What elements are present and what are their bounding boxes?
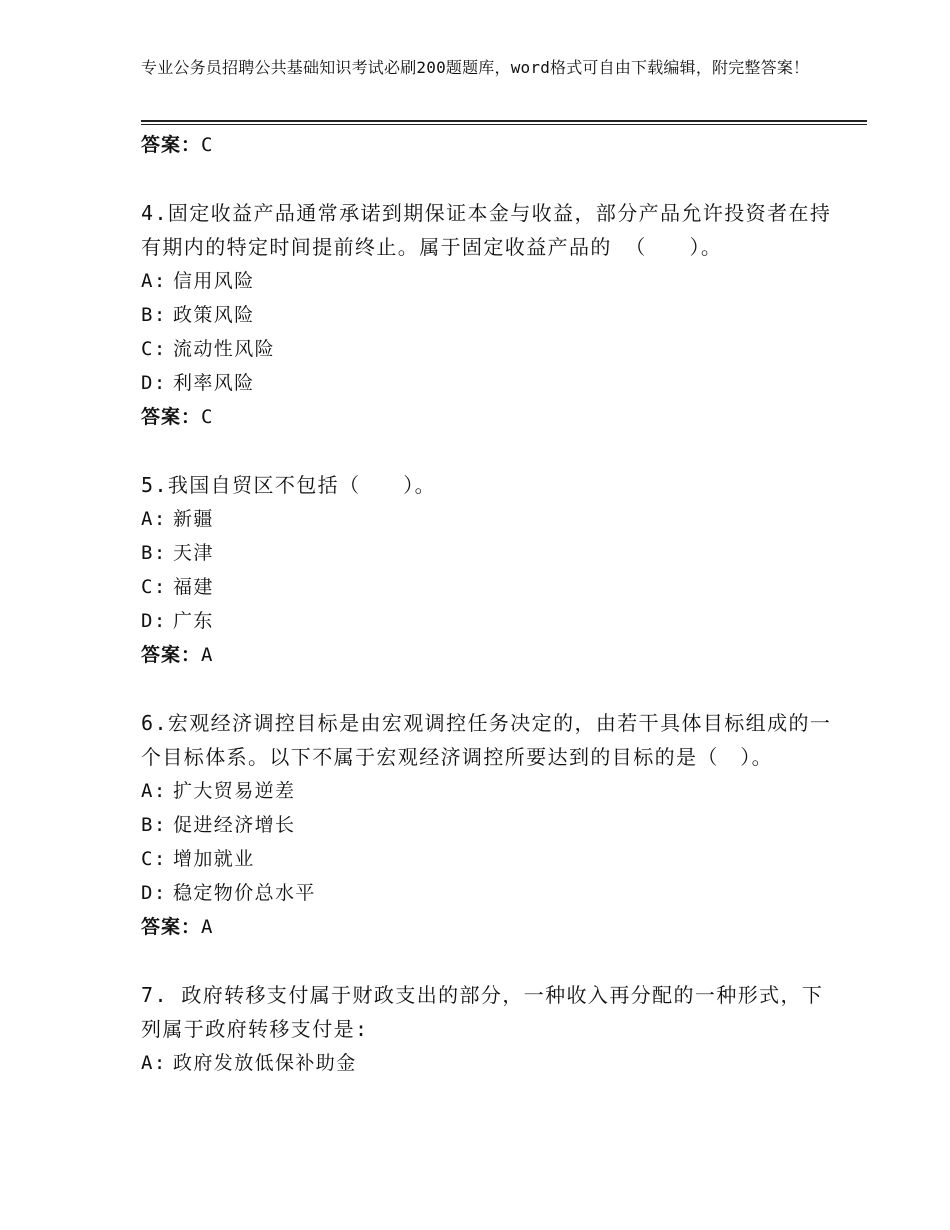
option-b [141,298,841,332]
option-b [141,808,841,842]
option-letter: B: [141,814,167,836]
question-4 [141,196,841,434]
page-header: 专业公务员招聘公共基础知识考试必刷200题题库，word格式可自由下载编辑，附完整答案！ [141,58,810,77]
option-letter: D: [141,372,167,394]
question-list [141,128,841,1080]
option-text: 天津 [173,542,214,564]
question-text: 6.宏观经济调控目标是由宏观调控任务决定的，由若干具体目标组成的一个目标体系。以下不属于宏观经济调控所要达到的目标的是（ ）。 [141,711,832,769]
question-7 [141,978,841,1080]
option-text: 广东 [173,610,214,632]
header-divider [141,120,867,122]
answer-label: 答案： [141,916,202,938]
option-a [141,774,841,808]
option-c [141,570,841,604]
option-d [141,876,841,910]
answer-label: 答案： [141,134,202,156]
option-text: 增加就业 [173,848,255,870]
option-text: 信用风险 [173,270,255,292]
option-letter: A: [141,780,167,802]
option-c [141,332,841,366]
option-a [141,502,841,536]
answer-value: A [201,916,214,938]
answer-line [141,128,841,162]
answer-value: A [201,644,214,666]
option-text: 政策风险 [173,304,255,326]
option-letter: C: [141,576,167,598]
option-text: 政府发放低保补助金 [173,1052,357,1074]
answer-value: C [201,134,214,156]
question-5 [141,468,841,672]
option-text: 流动性风险 [173,338,276,360]
answer-line [141,638,841,672]
answer-label: 答案： [141,644,202,666]
option-d [141,366,841,400]
option-letter: A: [141,508,167,530]
option-letter: A: [141,270,167,292]
option-letter: B: [141,304,167,326]
header-divider-thin [141,124,867,125]
option-a [141,264,841,298]
option-b [141,536,841,570]
option-letter: D: [141,610,167,632]
option-text: 福建 [173,576,214,598]
option-letter: D: [141,882,167,904]
answer-line [141,400,841,434]
option-letter: A: [141,1052,167,1074]
answer-label: 答案： [141,406,202,428]
option-letter: C: [141,338,167,360]
option-text: 利率风险 [173,372,255,394]
option-letter: B: [141,542,167,564]
option-letter: C: [141,848,167,870]
answer-line [141,910,841,944]
option-d [141,604,841,638]
option-text: 促进经济增长 [173,814,296,836]
question-text: 7. 政府转移支付属于财政支出的部分，一种收入再分配的一种形式，下列属于政府转移支付是: [141,983,824,1041]
question-text: 5.我国自贸区不包括（ ）。 [141,473,437,497]
option-text: 扩大贸易逆差 [173,780,296,802]
option-a [141,1046,841,1080]
question-6 [141,706,841,944]
option-c [141,842,841,876]
answer-value: C [201,406,214,428]
option-text: 稳定物价总水平 [173,882,316,904]
question-text: 4.固定收益产品通常承诺到期保证本金与收益，部分产品允许投资者在持有期内的特定时间提前终止。属于固定收益产品的 （ ）。 [141,201,832,259]
option-text: 新疆 [173,508,214,530]
